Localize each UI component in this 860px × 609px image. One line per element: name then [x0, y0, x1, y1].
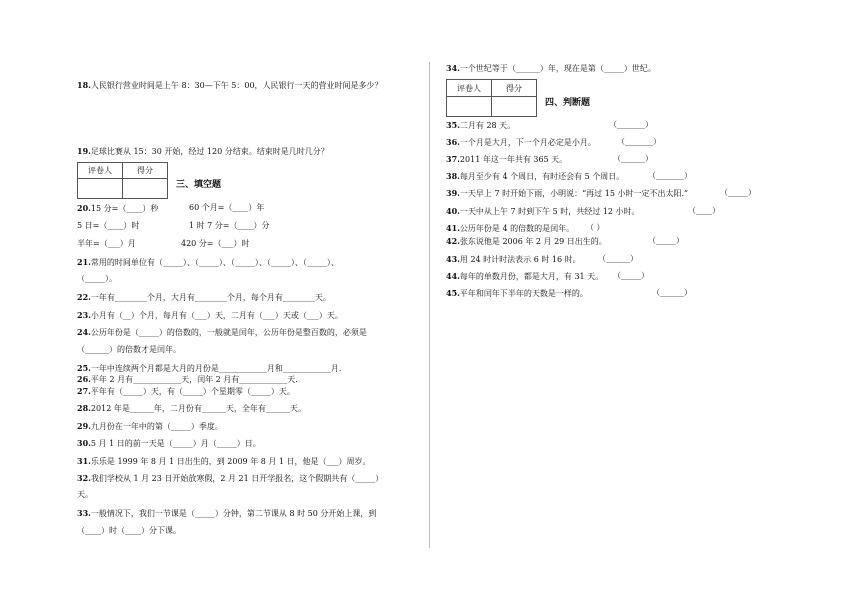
- score-table-judge: [446, 79, 537, 117]
- judge-item-37: [446, 154, 567, 165]
- question-number: 22.: [77, 292, 91, 302]
- reviewer-header: 评卷人: [78, 163, 123, 179]
- question-text: 2011 年这一年共有 365 天。: [459, 155, 568, 164]
- question-28: [77, 403, 306, 414]
- reviewer-header: 评卷人: [447, 80, 492, 97]
- question-text: 每月至少有 4 个周日，有时还会有 5 个周日。: [459, 172, 625, 181]
- question-text: 一天中从上午 7 时到下午 5 时，共经过 12 小时。: [459, 207, 640, 216]
- answer-blank[interactable]: （_____）: [648, 236, 684, 245]
- question-20-row1a: [77, 203, 158, 214]
- question-20-row2a[interactable]: 5 日=（____）时: [77, 221, 140, 230]
- judge-item-45: [446, 288, 588, 299]
- question-20-row2b[interactable]: 1 时 7 分=（____）分: [189, 221, 270, 230]
- judge-item-40: [446, 206, 640, 217]
- question-text[interactable]: 常用的时间单位有（_____）、（_____）、（_____）、（_____）、（_____）、: [90, 258, 339, 267]
- question-number: 42.: [446, 236, 460, 246]
- question-number: 33.: [77, 508, 91, 518]
- reviewer-cell[interactable]: [447, 97, 492, 117]
- answer-blank[interactable]: （______）: [652, 288, 692, 297]
- question-number: 29.: [77, 421, 91, 431]
- answer-blank[interactable]: （______）: [598, 254, 638, 263]
- question-32-line1: [77, 473, 383, 484]
- question-18: [77, 80, 383, 91]
- question-27: [77, 386, 295, 397]
- question-text[interactable]: 我们学校从 1 月 23 日开始放寒假，2 月 21 日开学报名，这个假期共有（_____）: [90, 474, 384, 483]
- question-number: 23.: [77, 310, 91, 320]
- question-25: [77, 363, 341, 374]
- question-text[interactable]: 九月份在一年中的第（_____）季度。: [90, 422, 223, 431]
- question-number: 40.: [446, 206, 460, 216]
- judge-item-36: [446, 137, 596, 148]
- question-24-line2[interactable]: （______）的倍数才是闰年。: [77, 345, 181, 354]
- question-29: [77, 421, 223, 432]
- question-text: 足球比赛从 15：30 开始，经过 120 分结束。结束时是几时几分？: [90, 147, 329, 156]
- question-text[interactable]: 平年 2 月有____________天，闰年 2 月有____________天.: [90, 375, 298, 384]
- question-number: 18.: [77, 80, 91, 90]
- question-number: 34.: [446, 63, 460, 73]
- question-33-line1: [77, 508, 376, 519]
- question-number: 28.: [77, 403, 91, 413]
- score-cell[interactable]: [492, 97, 537, 117]
- question-number: 37.: [446, 154, 460, 164]
- question-24-line1: [77, 327, 367, 338]
- question-number: 35.: [446, 120, 460, 130]
- question-number: 30.: [77, 438, 91, 448]
- question-text[interactable]: 小月有（__）个月，每月有（___）天，二月有（___）天或（___）天。: [90, 311, 343, 320]
- question-text[interactable]: 2012 年是______年，二月份有______天，全年有______天。: [90, 404, 306, 413]
- question-number: 32.: [77, 473, 91, 483]
- question-number: 26.: [77, 374, 91, 384]
- question-19: [77, 146, 329, 157]
- question-31: [77, 456, 371, 467]
- judge-item-38: [446, 171, 624, 182]
- judge-item-35: [446, 120, 515, 131]
- question-number: 45.: [446, 288, 460, 298]
- question-text[interactable]: 一个世纪等于（______）年，现在是第（_____）世纪。: [459, 64, 656, 73]
- judge-item-43: [446, 254, 581, 265]
- question-text[interactable]: 一般情况下，我们一节课是（_____）分钟，第二节课从 8 时 50 分开始上课，到: [90, 509, 377, 518]
- question-text: 公历年份是 4 的倍数的是闰年。: [459, 224, 575, 233]
- answer-blank[interactable]: （ ）: [586, 223, 605, 232]
- blank-text[interactable]: 15 分=（____）秒: [90, 204, 159, 213]
- question-number: 41.: [446, 223, 460, 233]
- question-21-line1: [77, 257, 339, 268]
- question-number: 19.: [77, 146, 91, 156]
- question-text: 一天早上 7 时开始下雨，小明说：“再过 15 小时一定不出太阳.”: [459, 189, 689, 198]
- question-20-row3a[interactable]: 半年=（___）月: [77, 239, 136, 248]
- question-number: 20.: [77, 203, 91, 213]
- question-22: [77, 292, 331, 303]
- question-text[interactable]: 一年中连续两个月都是大月的月份是____________月和____________月.: [90, 364, 342, 373]
- question-number: 27.: [77, 386, 91, 396]
- answer-blank[interactable]: （______）: [613, 154, 653, 163]
- question-number: 36.: [446, 137, 460, 147]
- question-33-line2[interactable]: （____）时（____）分下课。: [77, 526, 181, 535]
- question-number: 43.: [446, 254, 460, 264]
- question-text[interactable]: 平年有（_____）天，有（_____）个星期零（_____）天。: [90, 387, 295, 396]
- question-text: 平年和闰年下半年的天数是一样的。: [459, 289, 588, 298]
- judge-item-41: [446, 223, 574, 234]
- question-number: 44.: [446, 271, 460, 281]
- judge-item-42: [446, 236, 607, 247]
- question-text: 张东说他是 2006 年 2 月 29 日出生的。: [459, 237, 607, 246]
- answer-blank[interactable]: （_______）: [609, 120, 653, 129]
- score-header: 得分: [492, 80, 537, 97]
- question-text[interactable]: 乐乐是 1999 年 8 月 1 日出生的，到 2009 年 8 月 1 日，他是（___）周岁。: [90, 457, 371, 466]
- score-table: [77, 162, 168, 199]
- score-header: 得分: [123, 163, 168, 179]
- question-30: [77, 438, 261, 449]
- question-23: [77, 310, 343, 321]
- question-text[interactable]: 公历年份是（_____）的倍数的，一般就是闰年，公历年份是整百数的，必须是: [90, 328, 367, 337]
- question-32-line2: 天。: [77, 490, 93, 499]
- section-title-judgement: 四、判断题: [545, 98, 591, 108]
- score-cell[interactable]: [123, 179, 168, 199]
- answer-blank[interactable]: （_____）: [720, 188, 756, 197]
- question-text: 人民银行营业时间是上午 8：30—下午 5：00，人民银行一天的营业时间是多少？: [90, 81, 383, 90]
- question-34: [446, 63, 656, 74]
- question-text[interactable]: 5 月 1 日的前一天是（_____）月（_____）日。: [90, 439, 261, 448]
- question-text: 每年的单数月份，都是大月，有 31 天。: [459, 272, 604, 281]
- question-text: 二月有 28 天。: [459, 121, 516, 130]
- judge-item-39: [446, 188, 688, 199]
- reviewer-cell[interactable]: [78, 179, 123, 199]
- question-20-row1b[interactable]: 60 个月=（____）年: [189, 203, 265, 212]
- question-text: 一个月是大月，下一个月必定是小月。: [459, 138, 596, 147]
- answer-blank[interactable]: （____）: [688, 206, 720, 215]
- question-26: [77, 374, 298, 385]
- question-number: 31.: [77, 456, 91, 466]
- question-20-row3b[interactable]: 420 分=（___）时: [181, 239, 250, 248]
- section-title-fill-blank: 三、填空题: [176, 180, 222, 190]
- question-number: 21.: [77, 257, 91, 267]
- answer-blank[interactable]: （_______）: [648, 171, 692, 180]
- question-21-line2[interactable]: （_____）。: [77, 274, 117, 283]
- question-number: 24.: [77, 327, 91, 337]
- question-text[interactable]: 一年有________个月，大月有________个月，每个月有________天。: [90, 293, 331, 302]
- judge-item-44: [446, 271, 603, 282]
- question-text: 用 24 时计时法表示 6 时 16 时。: [459, 255, 581, 264]
- answer-blank[interactable]: （_______）: [617, 137, 661, 146]
- question-number: 25.: [77, 363, 91, 373]
- answer-blank[interactable]: （_____）: [613, 271, 649, 280]
- question-number: 38.: [446, 171, 460, 181]
- column-divider: [429, 62, 430, 548]
- question-number: 39.: [446, 188, 460, 198]
